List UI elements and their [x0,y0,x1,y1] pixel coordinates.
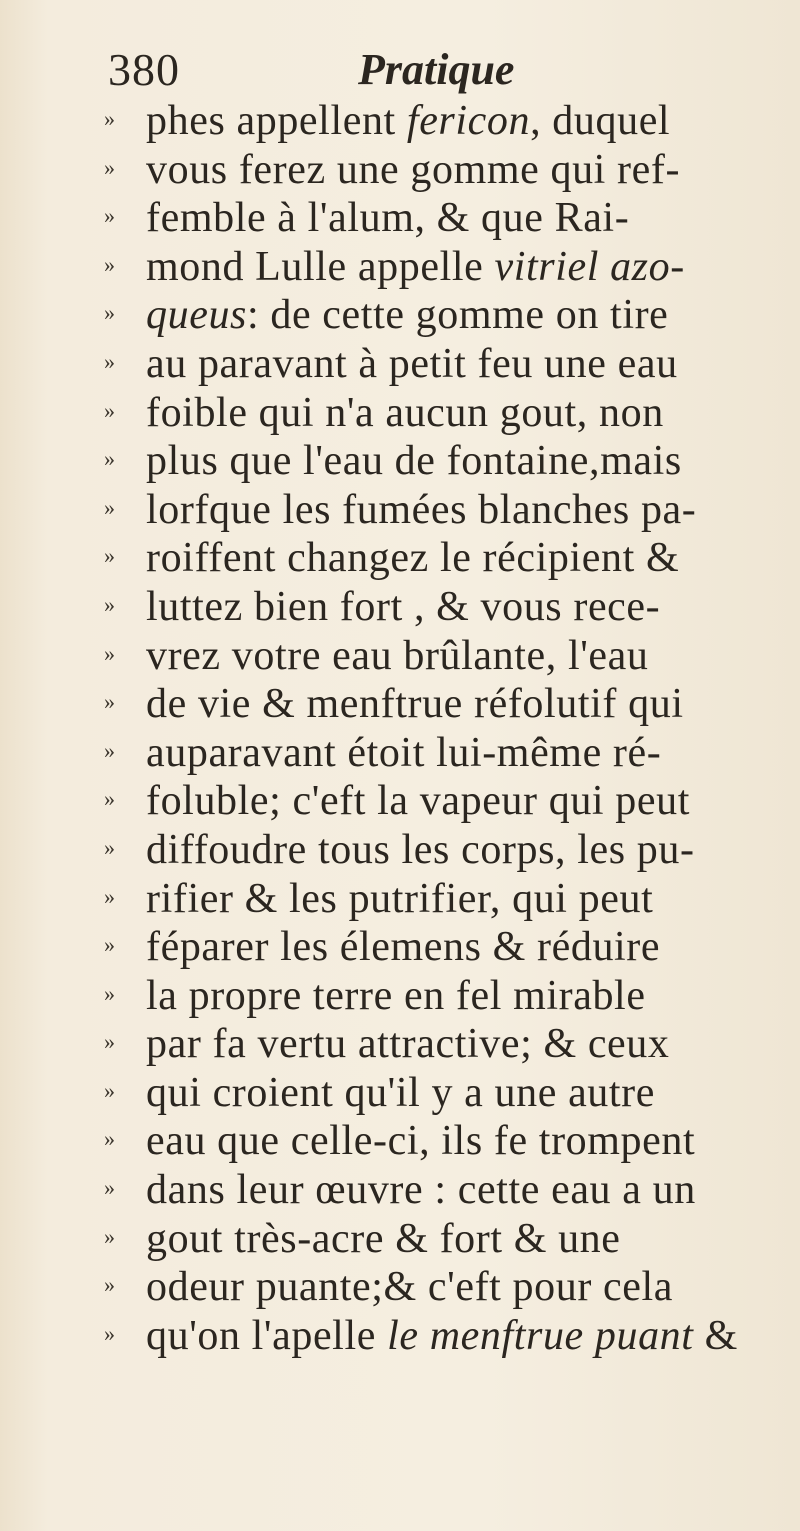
line-text [146,97,670,146]
line-text [146,1020,670,1069]
running-title: Pratique [358,45,515,94]
text-line [0,340,800,389]
line-text-roman: dans leur œuvre : cette eau a un [146,1167,696,1214]
quotation-mark: » [104,737,115,763]
text-line [0,146,800,195]
text-line [0,437,800,486]
line-text-roman: odeur puante;& c'eft pour cela [146,1264,674,1311]
line-text-roman: par fa vertu attractive; & ceux [146,1021,670,1068]
body-text [0,97,800,1360]
line-text-roman: la propre terre en fel mirable [146,972,646,1019]
quotation-mark: » [104,980,115,1006]
line-text [146,729,661,778]
quotation-mark: » [104,1126,115,1152]
text-line [0,972,800,1021]
text-line [0,1166,800,1215]
text-line [0,777,800,826]
line-text [146,1263,673,1312]
line-text-roman: vrez votre eau brûlante, l'eau [146,632,649,679]
line-text [146,680,684,729]
line-text-roman: qu'on l'apelle [146,1312,388,1359]
line-text [146,583,660,632]
text-line [0,729,800,778]
quotation-mark: » [104,591,115,617]
quotation-mark: » [104,397,115,423]
line-text-italic: queus [146,292,247,339]
line-text-roman: de vie & menftrue réfolutif qui [146,681,684,728]
text-line [0,826,800,875]
line-text-roman: foluble; c'eft la vapeur qui peut [146,778,690,825]
text-line [0,1312,800,1361]
quotation-mark: » [104,883,115,909]
quotation-mark: » [104,932,115,958]
line-text-roman: mond Lulle appelle [146,243,495,290]
quotation-mark: » [104,786,115,812]
line-text [146,777,690,826]
line-text [146,632,648,681]
quotation-mark: » [104,834,115,860]
quotation-mark: » [104,446,115,472]
line-text [146,194,629,243]
text-line [0,1263,800,1312]
text-line [0,923,800,972]
text-line [0,632,800,681]
line-text-roman: auparavant étoit lui-même ré- [146,729,662,776]
page-number: 380 [108,44,180,95]
line-text-italic: fericon [406,98,531,144]
text-line [0,486,800,535]
text-line [0,291,800,340]
line-text-roman: diffoudre tous les corps, les pu- [146,826,695,873]
quotation-mark: » [104,251,115,277]
line-text [146,1312,738,1361]
text-line [0,534,800,583]
line-text [146,1166,696,1215]
line-text-roman: rifier & les putrifier, qui peut [146,875,654,922]
line-text [146,1215,621,1264]
text-line [0,389,800,438]
text-line [0,1215,800,1264]
text-line [0,583,800,632]
line-text [146,146,680,195]
text-line [0,194,800,243]
quotation-mark: » [104,300,115,326]
line-text-roman: qui croient qu'il y a une autre [146,1069,656,1116]
line-text [146,486,696,535]
quotation-mark: » [104,154,115,180]
line-text-roman: vous ferez une gomme qui ref- [146,146,681,193]
line-text-roman: féparer les élemens & réduire [146,924,661,971]
quotation-mark: » [104,1320,115,1346]
text-line [0,1020,800,1069]
text-line [0,97,800,146]
line-text [146,972,646,1021]
quotation-mark: » [104,1175,115,1201]
text-line [0,680,800,729]
quotation-mark: » [104,106,115,131]
text-line [0,1117,800,1166]
line-text [146,534,679,583]
quotation-mark: » [104,689,115,715]
line-text [146,875,653,924]
line-text-roman: roiffent changez le récipient & [146,535,680,582]
line-text [146,389,664,438]
text-line [0,243,800,292]
quotation-mark: » [104,1029,115,1055]
line-text [146,826,695,875]
line-text-italic: vitriel azo- [494,243,685,290]
quotation-mark: » [104,640,115,666]
text-line [0,1069,800,1118]
line-text [146,437,682,486]
line-text [146,1117,695,1166]
line-text-roman-after: : de cette gomme on tire [247,292,669,339]
line-text-italic: le menftrue puant [387,1312,694,1359]
quotation-mark: » [104,1077,115,1103]
line-text-roman-after: & [693,1312,738,1359]
quotation-mark: » [104,203,115,229]
line-text-roman: au paravant à petit feu une eau [146,340,678,387]
quotation-mark: » [104,543,115,569]
line-text [146,340,678,389]
text-line [0,875,800,924]
quotation-mark: » [104,1223,115,1249]
line-text [146,291,668,340]
line-text [146,1069,655,1118]
line-text-roman: plus que l'eau de fontaine,mais [146,438,682,485]
line-text-roman: femble à l'alum, & que Rai- [146,195,630,242]
line-text-roman-after: , duquel [530,98,671,144]
line-text-roman: luttez bien fort , & vous rece- [146,583,661,630]
line-text-roman: lorfque les fumées blanches pa- [146,486,697,533]
line-text-roman: eau que celle-ci, ils fe trompent [146,1118,696,1165]
quotation-mark: » [104,494,115,520]
line-text-roman: foible qui n'a aucun gout, non [146,389,664,436]
line-text [146,923,660,972]
quotation-mark: » [104,348,115,374]
line-text [146,243,685,292]
line-text-roman: gout très-acre & fort & une [146,1215,621,1262]
quotation-mark: » [104,1272,115,1298]
line-text-roman: phes appellent [146,98,407,144]
